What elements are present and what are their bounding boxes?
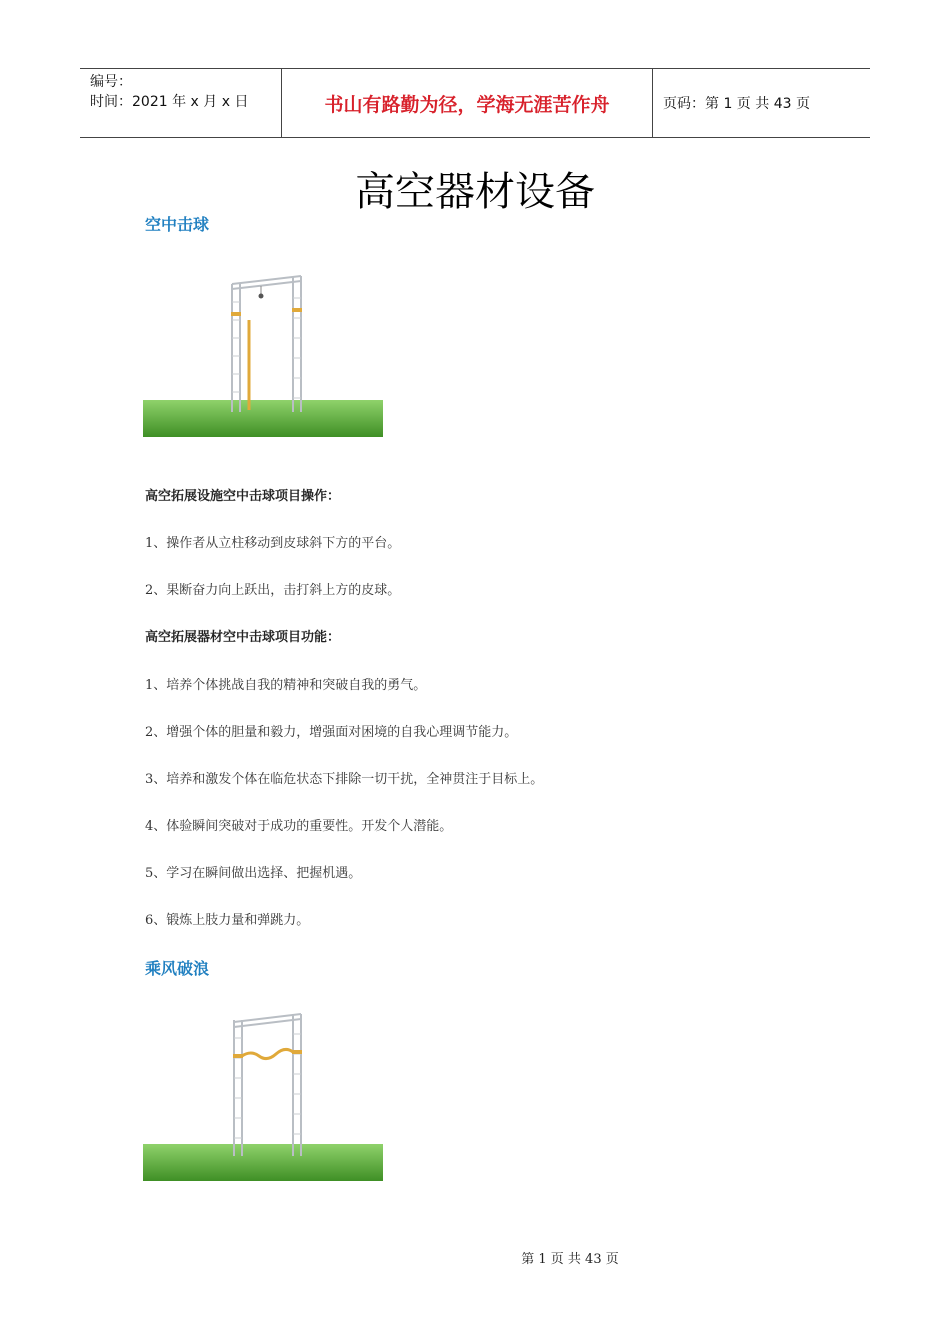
aerial-hit-op-2: 2、果断奋力向上跃出，击打斜上方的皮球。 bbox=[145, 583, 401, 598]
page-footer: 第 1 页 共 43 页 bbox=[521, 1252, 619, 1267]
header-meta bbox=[80, 69, 281, 137]
page-title: 高空器材设备 bbox=[355, 169, 595, 215]
aerial-hit-func-5: 5、学习在瞬间做出选择、把握机遇。 bbox=[145, 866, 362, 881]
header-page-info: 页码：第 1 页 共 43 页 bbox=[663, 96, 810, 112]
aerial-hit-func-1: 1、培养个体挑战自我的精神和突破自我的勇气。 bbox=[145, 678, 427, 693]
aerial-hit-func-4: 4、体验瞬间突破对于成功的重要性。开发个人潜能。 bbox=[145, 819, 453, 834]
aerial-hit-func-heading: 高空拓展器材空中击球项目功能： bbox=[145, 630, 341, 645]
section-heading-aerial-hit: 空中击球 bbox=[145, 215, 210, 234]
aerial-hit-op-1: 1、操作者从立柱移动到皮球斜下方的平台。 bbox=[145, 536, 401, 551]
aerial-hit-func-6: 6、锻炼上肢力量和弹跳力。 bbox=[145, 913, 310, 928]
wind-wave-illustration bbox=[143, 1006, 383, 1181]
aerial-hit-image bbox=[143, 262, 383, 437]
aerial-hit-illustration bbox=[143, 262, 383, 437]
aerial-hit-ops-heading: 高空拓展设施空中击球项目操作： bbox=[145, 489, 341, 504]
aerial-hit-func-2: 2、增强个体的胆量和毅力，增强面对困境的自我心理调节能力。 bbox=[145, 725, 518, 740]
section-heading-wind-wave: 乘风破浪 bbox=[145, 959, 210, 978]
header-time: 时间：2021 年 x 月 x 日 bbox=[90, 94, 249, 110]
wind-wave-image bbox=[143, 1006, 383, 1181]
header-number: 编号： bbox=[90, 74, 132, 90]
page-header bbox=[80, 68, 870, 138]
header-motto: 书山有路勤为径，学海无涯苦作舟 bbox=[281, 69, 653, 137]
aerial-hit-func-3: 3、培养和激发个体在临危状态下排除一切干扰，全神贯注于目标上。 bbox=[145, 772, 544, 787]
